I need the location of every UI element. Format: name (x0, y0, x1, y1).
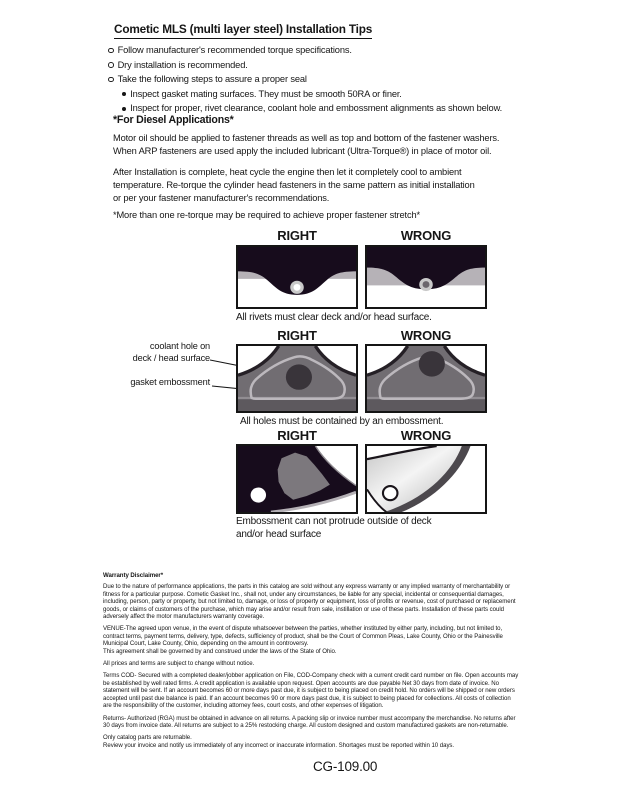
bullet-text: Dry installation is recommended. (117, 59, 248, 70)
wrong-label: WRONG (400, 228, 452, 243)
coolant-hole (286, 364, 312, 389)
text-line: After Installation is complete, heat cycle the engine then let it completely cool to ambient (113, 167, 462, 177)
warranty-disclaimer (103, 572, 520, 754)
disclaimer-paragraph: This agreement shall be governed by and construed under the laws of the State of Ohio. (103, 647, 337, 655)
diesel-paragraph-2 (113, 166, 475, 205)
diagram2-caption: All holes must be contained by an embossment. (240, 416, 444, 427)
diagram3-caption: Embossment can not protrude outside of deck and/or head surface (236, 516, 432, 540)
wrong-label: WRONG (400, 428, 452, 443)
bullet-text: Inspect gasket mating surfaces. They must be smooth 50RA or finer. (130, 88, 402, 99)
disclaimer-paragraph: Due to the nature of performance applications, the parts in this catalog are sold without any express warranty or any implied warranty of merchantability or fitness for a particular purpose. Cometic Gasket Inc., shall not, under any circumstances, be liable for any special, incidental or consequential damages, including, person, party or property, but not limited to, damage, or loss of property or equipment, loss of profits or revenue, cost of purchased or replacement goods, or claims of customers of the purchase, which may arise and/or result from sale, instillation or use of these parts. Installation of these parts could adversely affect the motor manufacturers warranty coverage. (103, 583, 516, 621)
right-label: RIGHT (277, 228, 317, 243)
list-item (108, 58, 502, 73)
right-label: RIGHT (277, 428, 317, 443)
rivet-wrong-illustration (367, 247, 485, 307)
diagram1-boxes (236, 245, 487, 309)
protrusion-right-illustration (238, 446, 356, 512)
list-item (122, 87, 502, 102)
list-item (108, 72, 502, 87)
embossment-wrong-illustration (367, 346, 485, 411)
retorque-note: *More than one re-torque may be required to achieve proper fastener stretch* (113, 210, 420, 220)
disclaimer-heading: Warranty Disclaimer* (103, 572, 164, 579)
bullet-text: Take the following steps to assure a proper seal (117, 74, 307, 85)
embossment-wrong-diagram (365, 344, 487, 413)
page-title: Cometic MLS (multi layer steel) Installation Tips (114, 22, 372, 39)
rivet-right-illustration (238, 247, 356, 307)
diagram3-boxes (236, 444, 487, 514)
bolt-hole (383, 486, 398, 500)
gasket-embossment-label: gasket embossment (130, 377, 210, 387)
coolant-hole-label (100, 341, 210, 364)
protrusion-wrong-illustration (367, 446, 485, 512)
rivet-right-diagram (236, 245, 358, 309)
disclaimer-paragraph: Review your invoice and notify us immediately of any incorrect or inaccurate information. Shortages must be reported within 10 days. (103, 741, 455, 749)
filled-bullet-icon (122, 107, 126, 111)
disclaimer-paragraph: Terms COD- Secured with a completed dealer/jobber application on File, COD-Company check with a current credit card number on file. Open accounts may be established by well rated firms. A credit application is available upon request. Open accounts are due payable Net 30 days from date of invoice. No statement will be sent. If an account becomes 60 or more days past due, it is subject to being placed on credit hold. No orders will be shipped or new orders accepted until past due balance is paid. If an account becomes 90 or more days past due, it is subject to being placed for collections. All costs of collection are the responsibility of the customer, including attorney fees, court costs, and other expenses of litigation. (103, 672, 519, 710)
bolt-hole (251, 487, 266, 502)
disclaimer-paragraph: VENUE-The agreed upon venue, in the event of dispute whatsoever between the parties, whether instituted by either party, including, but not limited to, contract terms, payment terms, delivery, type, defects, sufficiency of product, shall be the Court of Common Pleas, Lake County, Ohio or the Painesville Municipal Court, Lake County, Ohio, depending on the amount in controversy. (103, 625, 503, 648)
embossment-right-diagram (236, 344, 358, 413)
text-line: or per your fastener manufacturer's recommendations. (113, 193, 330, 203)
disclaimer-paragraph: Only catalog parts are returnable. (103, 734, 192, 742)
bullet-text: Inspect for proper, rivet clearance, coolant hole and embossment alignments as shown below. (130, 103, 503, 114)
embossment-right-illustration (238, 346, 356, 411)
bullet-text: Follow manufacturer's recommended torque specifications. (117, 45, 352, 55)
diagram1-headers (236, 228, 487, 243)
open-bullet-icon (108, 77, 114, 83)
diagram3-headers (236, 428, 487, 443)
open-bullet-icon (108, 48, 114, 54)
diesel-paragraph-1 (113, 132, 499, 158)
text-line: Motor oil should be applied to fastener threads as well as top and bottom of the fastener washers. (113, 133, 500, 143)
diagram1-caption: All rivets must clear deck and/or head surface. (236, 312, 432, 323)
wrong-label: WRONG (400, 328, 452, 343)
diagram2-headers (236, 328, 487, 343)
rivet-wrong-diagram (365, 245, 487, 309)
label-line: coolant hole on (149, 341, 210, 351)
label-line: deck / head surface (132, 352, 210, 363)
disclaimer-paragraph: Returns- Authorized (RGA) must be obtained in advance on all returns. A packing slip or invoice number must accompany the merchandise. No returns after 30 days from invoice date. All returns are subject to a 25% restocking charge. All custom designed and custom manufactured gaskets are non-returnable. (103, 714, 516, 729)
list-item (108, 43, 502, 58)
diagram2-boxes (236, 344, 487, 413)
disclaimer-paragraph: All prices and terms are subject to change without notice. (103, 660, 255, 668)
text-line: temperature. Re-torque the cylinder head fasteners in the same pattern as initial installation (113, 180, 475, 190)
text-line: When ARP fasteners are used apply the included lubricant (Ultra-Torque®) in place of motor oil. (113, 146, 492, 156)
coolant-hole (419, 351, 445, 376)
protrusion-right-diagram (236, 444, 358, 514)
open-bullet-icon (108, 62, 114, 68)
filled-bullet-icon (122, 92, 126, 96)
protrusion-wrong-diagram (365, 444, 487, 514)
right-label: RIGHT (277, 328, 317, 343)
installation-tips-list (108, 43, 502, 116)
page-code: CG-109.00 (313, 759, 378, 774)
diesel-section-heading: *For Diesel Applications* (113, 114, 234, 126)
